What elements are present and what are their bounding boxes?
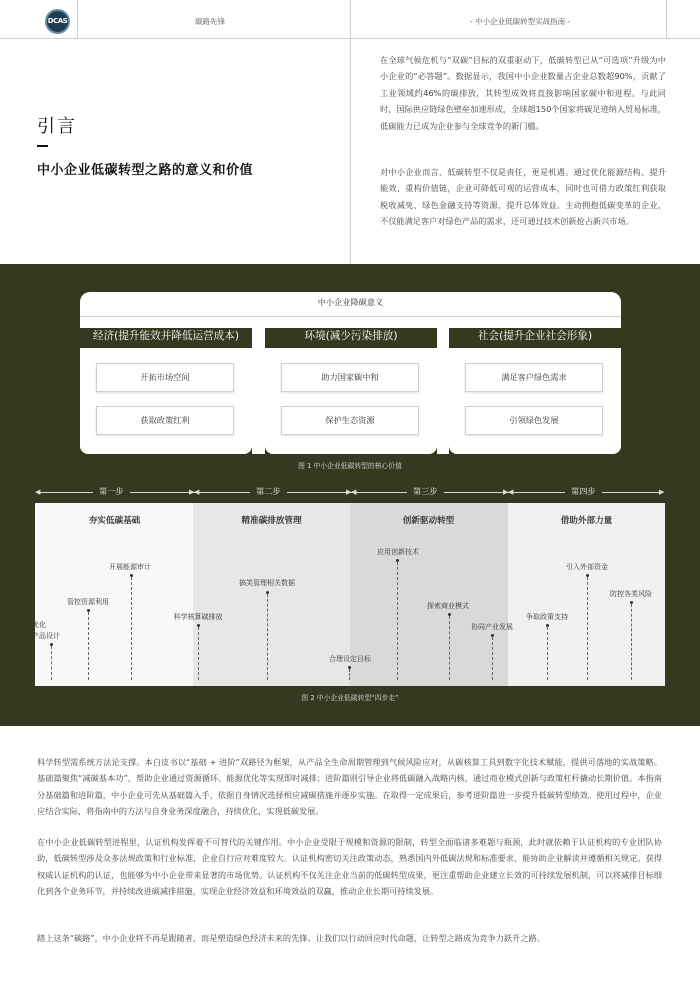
tick-line bbox=[198, 627, 199, 680]
tick-label: 协同产业发展 bbox=[471, 623, 513, 631]
arrow-right-icon: ▶ bbox=[659, 488, 665, 496]
value-item: 获取政策红利 bbox=[96, 406, 234, 435]
value-item: 满足客户绿色需求 bbox=[465, 363, 603, 392]
figure1-title: 中小企业降碳意义 bbox=[317, 297, 384, 307]
intro-subheading: 中小企业低碳转型之路的意义和价值 bbox=[37, 163, 254, 178]
step-label-2: 第二步 bbox=[250, 486, 287, 497]
intro-paragraph-1: 在全球气候危机与“双碳”目标的双重驱动下，低碳转型已从“可选项”升级为中小企业的“必答题”。数据显示，我国中小企业数量占企业总数超90%，贡献了工业领域约46%的碳排放，其转型成效将直接影响国家碳中和进程。与此同时，国际供应链绿色壁垒加速形成，全球超150个国家将碳足迹纳入贸易标准，低碳能力已成为企业参与全球竞争的新门槛。 bbox=[380, 55, 666, 131]
arrow-right-icon: ▶ bbox=[503, 488, 509, 496]
value-column-head: 社会(提升企业社会形象) bbox=[477, 330, 593, 342]
tick-label: 科学核算碳排放 bbox=[173, 613, 223, 621]
intro-column-divider bbox=[350, 38, 351, 264]
figure2-caption: 图 2 中小企业低碳转型“四步走” bbox=[301, 694, 399, 702]
arrow-right-icon: ▶ bbox=[346, 488, 352, 496]
tick-line bbox=[88, 612, 89, 680]
step-label-3: 第三步 bbox=[407, 486, 444, 497]
tick-label bbox=[32, 620, 72, 642]
header-right-title: - 中小企业低碳转型实战指南 - bbox=[470, 17, 571, 26]
header-left-title: 碳路先锋 bbox=[195, 17, 225, 26]
tick-line bbox=[492, 637, 493, 680]
value-column-body bbox=[265, 348, 437, 454]
stage-panel-1 bbox=[35, 503, 193, 686]
dcas-logo: DCAS bbox=[45, 9, 70, 34]
tick-line bbox=[547, 627, 548, 680]
value-item: 助力国家碳中和 bbox=[281, 363, 419, 392]
intro-paragraph-2: 对中小企业而言，低碳转型不仅是责任，更是机遇。通过优化能源结构、提升能效、重构价值链，企业可降低可观的运营成本，同时也可借力政策红利获取税收减免、绿色金融支持等资源，提升总体效益。主动拥抱低碳变革的企业，不仅能满足客户对绿色产品的需求，还可通过技术创新抢占新兴市场。 bbox=[380, 167, 666, 227]
value-column-body bbox=[449, 348, 621, 454]
arrow-left-icon: ◀ bbox=[351, 488, 357, 496]
intro-heading: 引言 bbox=[37, 116, 77, 137]
header-divider bbox=[350, 0, 351, 38]
tick-label: 争取政策支持 bbox=[526, 613, 568, 621]
tick-label: 应用创新技术 bbox=[377, 548, 419, 556]
stage-title: 借助外部力量 bbox=[560, 516, 613, 526]
arrow-left-icon: ◀ bbox=[194, 488, 200, 496]
value-column-economy bbox=[80, 328, 252, 454]
value-column-head: 经济(提升能效并降低运营成本) bbox=[93, 330, 239, 342]
tick-line bbox=[131, 577, 132, 680]
tick-line bbox=[449, 616, 450, 680]
page-header bbox=[0, 0, 700, 38]
tick-label: 开展能源审计 bbox=[109, 563, 151, 571]
tick-label: 引入外部资金 bbox=[566, 563, 608, 571]
figure1-caption: 图 1 中小企业低碳转型的核心价值 bbox=[298, 462, 402, 470]
tick-line bbox=[397, 562, 398, 680]
tick-line bbox=[587, 577, 588, 680]
value-column-head: 环境(减少污染排放) bbox=[304, 330, 398, 342]
tick-label-line-1: 优化 bbox=[32, 621, 46, 629]
value-column-environment bbox=[265, 328, 437, 454]
body-paragraph-3: 踏上这条“碳路”，中小企业将不再是跟随者，而是塑造绿色经济未来的先锋。让我们以行动回应时代命题，让转型之路成为竞争力跃升之路。 bbox=[37, 933, 545, 943]
tick-label: 合理设定目标 bbox=[329, 655, 371, 663]
arrow-right-icon: ▶ bbox=[189, 488, 195, 496]
body-paragraph-1: 科学转型需系统方法论支撑。本白皮书以“基础 + 进阶”双路径为框架，从产品全生命周期管理到气候风险应对，从碳核算工具到数字化技术赋能，提供可落地的实战策略。基础篇聚焦“减碳基本功”，帮助企业通过资源循环、能源优化等实现即时减排；进阶篇则引导企业将低碳融入战略内核，通过商业模式创新与政策杠杆撬动长期价值。本指南分基础篇和进阶篇，中小企业可先从基础篇入手，依据自身情况选择相应减碳措施并逐步实施。在取得一定成果后，参考进阶篇进一步提升低碳转型绩效。使用过程中，企业应结合实际，将指南中的方法与自身业务深度融合，持续优化，实现低碳发展。 bbox=[37, 757, 662, 817]
tick-label: 管控资源利用 bbox=[67, 598, 109, 606]
step-label-1: 第一步 bbox=[93, 486, 130, 497]
header-divider bbox=[666, 0, 667, 38]
tick-line bbox=[51, 646, 52, 680]
figure1-title-rule bbox=[80, 316, 621, 317]
arrow-left-icon: ◀ bbox=[35, 488, 41, 496]
stage-title: 创新驱动转型 bbox=[402, 516, 455, 526]
tick-line bbox=[631, 604, 632, 680]
stage-title: 夯实低碳基础 bbox=[88, 516, 141, 526]
value-column-body bbox=[80, 348, 252, 454]
body-paragraph-2: 在中小企业低碳转型进程里，认证机构发挥着不可替代的关键作用。中小企业受限于规模和资源的限制，转型全面临诸多难题与瓶颈，此时就依赖于认证机构的专业团队协助，低碳转型涉及众多法规政策和行业标准，企业自行应对难度较大。认证机构密切关注政策动态，熟悉国内外低碳法规和标准要求，能协助企业解读并遵循相关规定。获得权威认证机构的认证，也能够为中小企业带来显著的市场优势。认证机构不仅关注企业当前的低碳转型成果，更注重帮助企业建立长效的可持续发展机制，可以将减排目标细化到各个业务环节，并持续改进碳减排措施，实现企业经济效益和环境效益的双赢，推动企业长期可持续发展。 bbox=[37, 837, 662, 897]
value-item: 开拓市场空间 bbox=[96, 363, 234, 392]
tick-label: 探索商业模式 bbox=[427, 602, 469, 610]
tick-label: 搞笑管理相关数据 bbox=[239, 579, 295, 587]
tick-line bbox=[349, 669, 350, 680]
tick-label: 防控各类风险 bbox=[610, 590, 652, 598]
heading-dash bbox=[37, 145, 48, 147]
value-column-society bbox=[449, 328, 621, 454]
header-divider bbox=[77, 0, 78, 38]
tick-line bbox=[267, 594, 268, 680]
step-label-4: 第四步 bbox=[565, 486, 602, 497]
stage-title: 精准碳排放管理 bbox=[241, 516, 302, 526]
value-item: 引领绿色发展 bbox=[465, 406, 603, 435]
arrow-left-icon: ◀ bbox=[508, 488, 514, 496]
value-item: 保护生态资源 bbox=[281, 406, 419, 435]
tick-label-line-2: 产品设计 bbox=[32, 632, 60, 640]
